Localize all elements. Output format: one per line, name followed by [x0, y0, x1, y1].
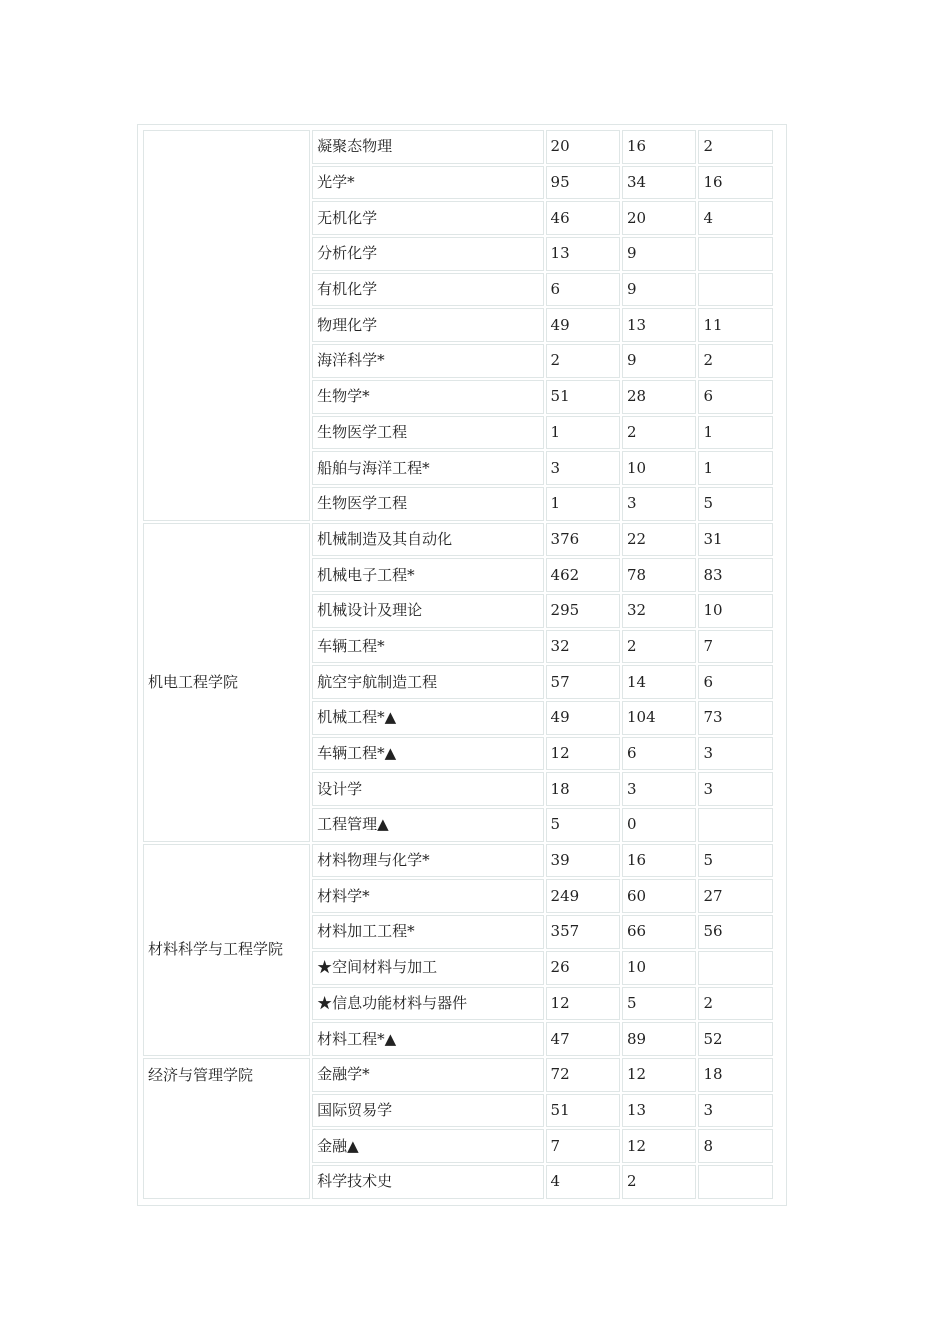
count-3-cell: 5 — [698, 487, 773, 521]
count-1-cell: 1 — [546, 487, 620, 521]
major-cell: 材料工程*▲ — [312, 1022, 543, 1056]
count-1-cell: 3 — [546, 451, 620, 485]
count-3-cell: 7 — [698, 630, 773, 664]
count-3-cell — [698, 1165, 773, 1199]
major-cell: 航空宇航制造工程 — [312, 665, 543, 699]
count-3-cell: 52 — [698, 1022, 773, 1056]
count-3-cell: 4 — [698, 201, 773, 235]
count-1-cell: 6 — [546, 273, 620, 307]
count-3-cell: 73 — [698, 701, 773, 735]
count-2-cell: 3 — [622, 772, 696, 806]
count-3-cell: 11 — [698, 308, 773, 342]
count-1-cell: 295 — [546, 594, 620, 628]
college-cell — [143, 130, 310, 521]
count-1-cell: 49 — [546, 701, 620, 735]
count-1-cell: 2 — [546, 344, 620, 378]
count-2-cell: 10 — [622, 451, 696, 485]
count-3-cell: 18 — [698, 1058, 773, 1092]
count-3-cell — [698, 273, 773, 307]
count-3-cell — [698, 951, 773, 985]
count-2-cell: 104 — [622, 701, 696, 735]
count-3-cell: 3 — [698, 737, 773, 771]
count-2-cell: 6 — [622, 737, 696, 771]
count-2-cell: 22 — [622, 523, 696, 557]
count-1-cell: 7 — [546, 1129, 620, 1163]
major-cell: 机械电子工程* — [312, 558, 543, 592]
major-cell: 车辆工程* — [312, 630, 543, 664]
count-3-cell: 31 — [698, 523, 773, 557]
count-1-cell: 51 — [546, 380, 620, 414]
major-cell: 船舶与海洋工程* — [312, 451, 543, 485]
count-2-cell: 20 — [622, 201, 696, 235]
major-cell: 科学技术史 — [312, 1165, 543, 1199]
count-3-cell: 2 — [698, 344, 773, 378]
count-3-cell: 6 — [698, 665, 773, 699]
major-cell: 材料加工工程* — [312, 915, 543, 949]
count-1-cell: 49 — [546, 308, 620, 342]
college-cell: 机电工程学院 — [143, 523, 310, 842]
college-cell: 经济与管理学院 — [143, 1058, 310, 1199]
count-3-cell: 3 — [698, 1094, 773, 1128]
count-3-cell: 1 — [698, 451, 773, 485]
count-1-cell: 249 — [546, 879, 620, 913]
count-2-cell: 9 — [622, 273, 696, 307]
count-2-cell: 89 — [622, 1022, 696, 1056]
count-2-cell: 13 — [622, 308, 696, 342]
count-3-cell: 6 — [698, 380, 773, 414]
count-1-cell: 57 — [546, 665, 620, 699]
count-3-cell: 56 — [698, 915, 773, 949]
major-cell: ★信息功能材料与器件 — [312, 987, 543, 1021]
count-3-cell: 27 — [698, 879, 773, 913]
count-2-cell: 5 — [622, 987, 696, 1021]
count-1-cell: 357 — [546, 915, 620, 949]
count-2-cell: 9 — [622, 237, 696, 271]
count-2-cell: 14 — [622, 665, 696, 699]
count-1-cell: 12 — [546, 737, 620, 771]
count-2-cell: 32 — [622, 594, 696, 628]
major-cell: 材料物理与化学* — [312, 844, 543, 878]
count-1-cell: 5 — [546, 808, 620, 842]
major-cell: 分析化学 — [312, 237, 543, 271]
count-3-cell: 1 — [698, 416, 773, 450]
count-2-cell: 9 — [622, 344, 696, 378]
major-cell: 机械设计及理论 — [312, 594, 543, 628]
count-1-cell: 4 — [546, 1165, 620, 1199]
count-1-cell: 13 — [546, 237, 620, 271]
count-2-cell: 16 — [622, 130, 696, 164]
count-2-cell: 28 — [622, 380, 696, 414]
count-3-cell — [698, 237, 773, 271]
count-3-cell — [698, 808, 773, 842]
major-cell: 工程管理▲ — [312, 808, 543, 842]
count-2-cell: 2 — [622, 416, 696, 450]
count-3-cell: 16 — [698, 166, 773, 200]
major-cell: 光学* — [312, 166, 543, 200]
major-cell: 物理化学 — [312, 308, 543, 342]
table-row — [143, 523, 773, 557]
count-2-cell: 78 — [622, 558, 696, 592]
count-1-cell: 95 — [546, 166, 620, 200]
major-cell: 国际贸易学 — [312, 1094, 543, 1128]
college-cell: 材料科学与工程学院 — [143, 844, 310, 1056]
major-cell: 生物医学工程 — [312, 487, 543, 521]
table-row — [143, 1058, 773, 1092]
count-2-cell: 2 — [622, 630, 696, 664]
major-cell: 金融▲ — [312, 1129, 543, 1163]
count-1-cell: 20 — [546, 130, 620, 164]
count-3-cell: 10 — [698, 594, 773, 628]
major-cell: 金融学* — [312, 1058, 543, 1092]
count-2-cell: 0 — [622, 808, 696, 842]
count-2-cell: 66 — [622, 915, 696, 949]
count-1-cell: 1 — [546, 416, 620, 450]
major-cell: 凝聚态物理 — [312, 130, 543, 164]
count-1-cell: 18 — [546, 772, 620, 806]
major-cell: 海洋科学* — [312, 344, 543, 378]
enrollment-table — [141, 128, 775, 1201]
major-cell: ★空间材料与加工 — [312, 951, 543, 985]
enrollment-table-frame — [137, 124, 787, 1206]
count-1-cell: 72 — [546, 1058, 620, 1092]
count-3-cell: 2 — [698, 130, 773, 164]
count-2-cell: 12 — [622, 1058, 696, 1092]
major-cell: 机械工程*▲ — [312, 701, 543, 735]
major-cell: 材料学* — [312, 879, 543, 913]
major-cell: 机械制造及其自动化 — [312, 523, 543, 557]
table-row — [143, 844, 773, 878]
count-1-cell: 46 — [546, 201, 620, 235]
count-1-cell: 32 — [546, 630, 620, 664]
count-3-cell: 2 — [698, 987, 773, 1021]
count-2-cell: 12 — [622, 1129, 696, 1163]
count-3-cell: 5 — [698, 844, 773, 878]
count-1-cell: 47 — [546, 1022, 620, 1056]
major-cell: 生物学* — [312, 380, 543, 414]
count-2-cell: 3 — [622, 487, 696, 521]
count-2-cell: 13 — [622, 1094, 696, 1128]
count-3-cell: 8 — [698, 1129, 773, 1163]
major-cell: 车辆工程*▲ — [312, 737, 543, 771]
count-1-cell: 26 — [546, 951, 620, 985]
count-1-cell: 51 — [546, 1094, 620, 1128]
count-1-cell: 462 — [546, 558, 620, 592]
count-2-cell: 60 — [622, 879, 696, 913]
table-row — [143, 130, 773, 164]
count-2-cell: 34 — [622, 166, 696, 200]
count-3-cell: 3 — [698, 772, 773, 806]
major-cell: 无机化学 — [312, 201, 543, 235]
major-cell: 设计学 — [312, 772, 543, 806]
count-1-cell: 12 — [546, 987, 620, 1021]
table-body — [143, 130, 773, 1199]
count-1-cell: 39 — [546, 844, 620, 878]
major-cell: 生物医学工程 — [312, 416, 543, 450]
count-3-cell: 83 — [698, 558, 773, 592]
count-1-cell: 376 — [546, 523, 620, 557]
count-2-cell: 10 — [622, 951, 696, 985]
count-2-cell: 2 — [622, 1165, 696, 1199]
major-cell: 有机化学 — [312, 273, 543, 307]
count-2-cell: 16 — [622, 844, 696, 878]
